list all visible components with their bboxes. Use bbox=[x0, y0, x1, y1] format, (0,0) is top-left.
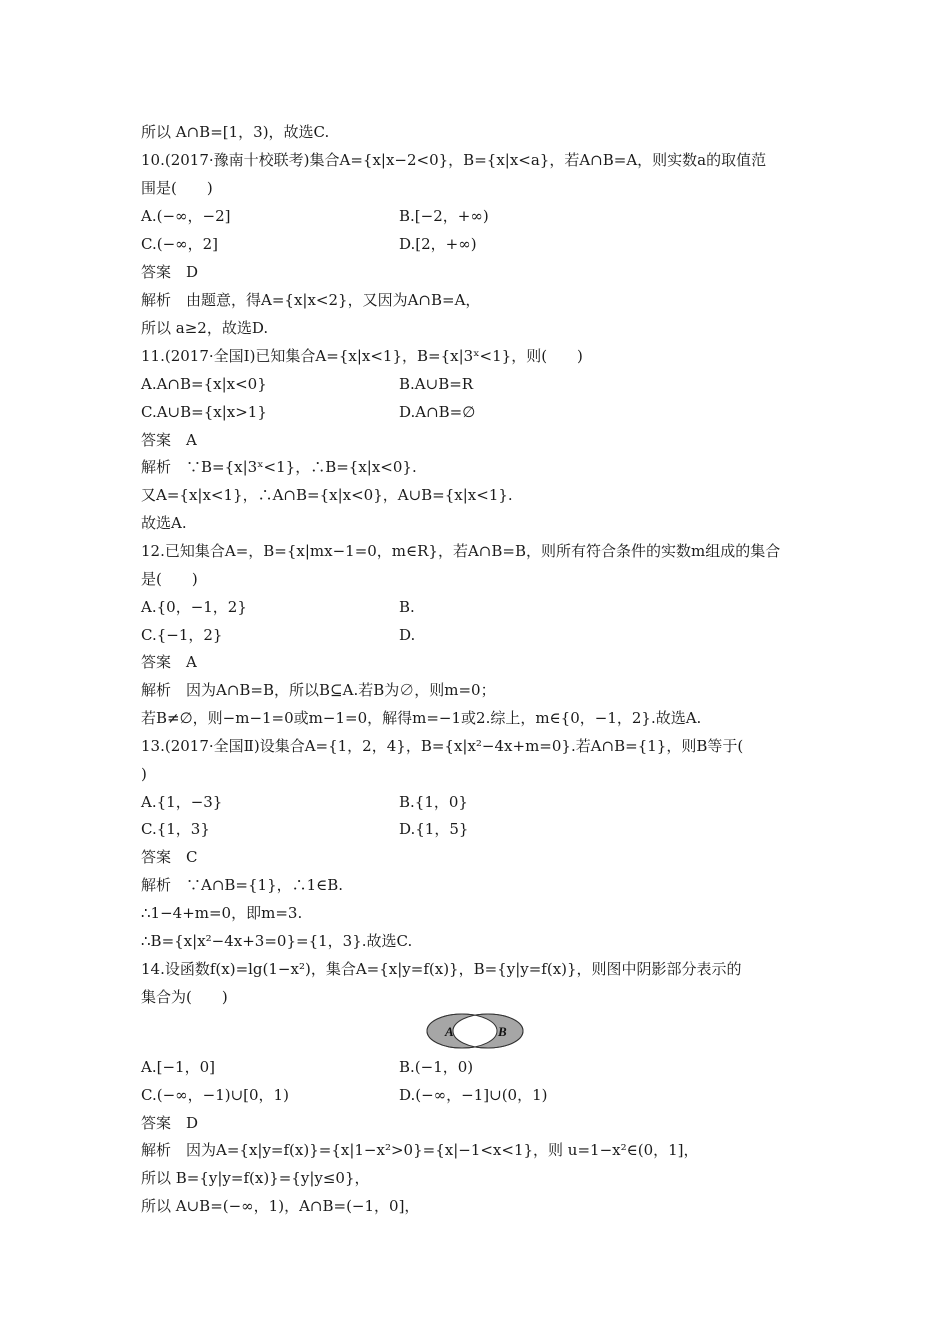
analysis-line: 所以 a≥2，故选D. bbox=[141, 319, 269, 337]
question-10-stem: 10.(2017·豫南十校联考)集合A={x|x−2<0}，B={x|x<a}，若A∩B=A，则实数a的取值范 bbox=[141, 151, 767, 169]
analysis-line: 解析 ∵A∩B={1}，∴1∈B. bbox=[141, 876, 344, 894]
analysis-line: 故选A. bbox=[141, 514, 187, 532]
option-c: C.{1，3} bbox=[141, 820, 210, 838]
option-a: A.{1，−3} bbox=[141, 793, 223, 811]
option-b: B. bbox=[399, 598, 415, 616]
analysis-line: 解析 因为A={x|y=f(x)}={x|1−x²>0}={x|−1<x<1}，则 u=1−x²∈(0，1]， bbox=[141, 1141, 699, 1159]
question-14-stem: 14.设函数f(x)=lg(1−x²)，集合A={x|y=f(x)}，B={y|y=f(x)}，则图中阴影部分表示的 bbox=[141, 960, 742, 978]
analysis-line: 所以 B={y|y=f(x)}={y|y≤0}， bbox=[141, 1169, 370, 1187]
text-line: 所以 A∩B=[1，3)，故选C. bbox=[141, 123, 330, 141]
analysis-line: 又A={x|x<1}，∴A∩B={x|x<0}，A∪B={x|x<1}. bbox=[141, 486, 513, 504]
option-d: D.(−∞，−1]∪(0，1) bbox=[399, 1086, 548, 1104]
question-12-stem: 12.已知集合A=，B={x|mx−1=0，m∈R}，若A∩B=B，则所有符合条件的实数m组成的集合 bbox=[141, 542, 781, 560]
analysis-line: 若B≠∅，则−m−1=0或m−1=0，解得m=−1或2.综上，m∈{0，−1，2}.故选A. bbox=[141, 709, 702, 727]
option-b: B.[−2，+∞) bbox=[399, 207, 489, 225]
question-13-stem: 13.(2017·全国Ⅱ)设集合A={1，2，4}，B={x|x²−4x+m=0}.若A∩B={1}，则B等于( bbox=[141, 737, 744, 755]
answer-line: 答案 A bbox=[141, 431, 197, 449]
set-b-label: B bbox=[498, 1024, 507, 1039]
set-a-label: A bbox=[445, 1024, 454, 1039]
option-a: A.A∩B={x|x<0} bbox=[141, 375, 267, 393]
option-d: D.[2，+∞) bbox=[399, 235, 477, 253]
option-b: B.A∪B=R bbox=[399, 375, 474, 393]
answer-line: 答案 D bbox=[141, 1114, 199, 1132]
question-14-stem-cont: 集合为( ) bbox=[141, 988, 228, 1006]
option-c: C.(−∞，2] bbox=[141, 235, 219, 253]
option-c: C.A∪B={x|x>1} bbox=[141, 403, 267, 421]
venn-diagram bbox=[425, 1012, 525, 1050]
option-c: C.{−1，2} bbox=[141, 626, 223, 644]
option-a: A.{0，−1，2} bbox=[141, 598, 247, 616]
option-c: C.(−∞，−1)∪[0，1) bbox=[141, 1086, 289, 1104]
option-d: D.A∩B=∅ bbox=[399, 403, 476, 421]
analysis-line: 解析 ∵B={x|3ˣ<1}，∴B={x|x<0}. bbox=[141, 458, 417, 476]
analysis-line: ∴B={x|x²−4x+3=0}={1，3}.故选C. bbox=[141, 932, 413, 950]
analysis-line: ∴1−4+m=0，即m=3. bbox=[141, 904, 303, 922]
question-10-stem-cont: 围是( ) bbox=[141, 179, 213, 197]
answer-line: 答案 D bbox=[141, 263, 199, 281]
answer-line: 答案 A bbox=[141, 653, 197, 671]
option-b: B.(−1，0) bbox=[399, 1058, 474, 1076]
analysis-line: 所以 A∪B=(−∞，1)，A∩B=(−1，0]， bbox=[141, 1197, 420, 1215]
option-a: A.(−∞，−2] bbox=[141, 207, 231, 225]
option-d: D.{1，5} bbox=[399, 820, 469, 838]
analysis-line: 解析 因为A∩B=B，所以B⊆A.若B为∅，则m=0； bbox=[141, 681, 496, 699]
question-11-stem: 11.(2017·全国Ⅰ)已知集合A={x|x<1}，B={x|3ˣ<1}，则( ) bbox=[141, 347, 583, 365]
question-12-stem-cont: 是( ) bbox=[141, 570, 198, 588]
answer-line: 答案 C bbox=[141, 848, 198, 866]
option-d: D. bbox=[399, 626, 416, 644]
option-a: A.[−1，0] bbox=[141, 1058, 215, 1076]
question-13-stem-cont: ) bbox=[141, 765, 147, 783]
option-b: B.{1，0} bbox=[399, 793, 468, 811]
analysis-line: 解析 由题意，得A={x|x<2}，又因为A∩B=A， bbox=[141, 291, 481, 309]
